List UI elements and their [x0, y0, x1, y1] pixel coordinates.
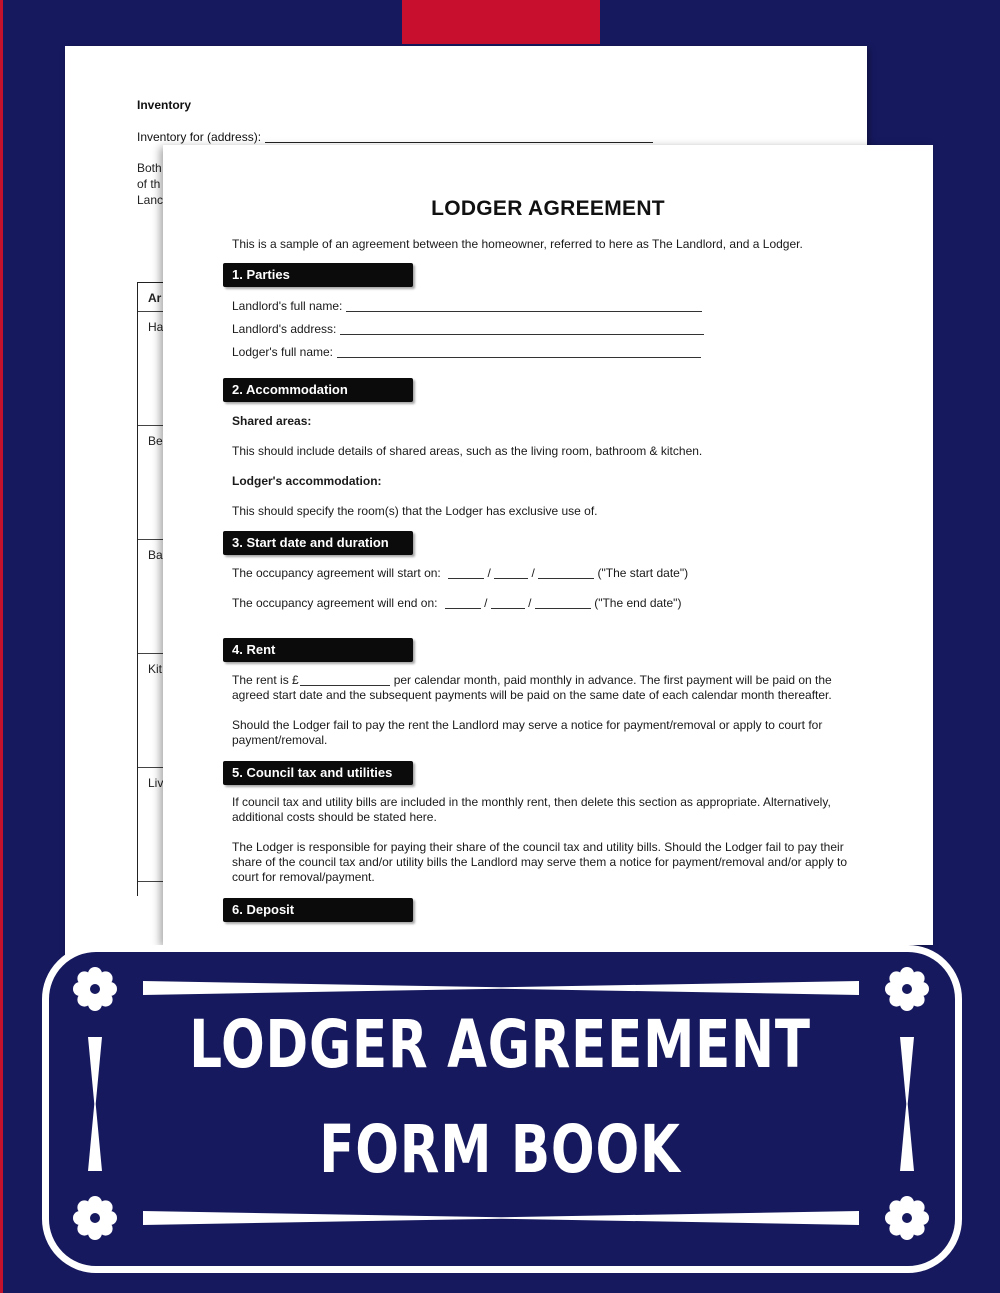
lodger-name-line	[337, 357, 701, 358]
section-heading-parties: 1. Parties	[223, 263, 413, 287]
section-heading-rent: 4. Rent	[223, 638, 413, 662]
start-date-tail: ("The start date")	[597, 566, 689, 580]
lodger-name-label: Lodger's full name:	[232, 345, 334, 359]
inventory-for-label: Inventory for (address):	[137, 130, 262, 144]
inventory-intro-line-3: Lanc	[137, 193, 164, 207]
landlord-name-field	[232, 299, 702, 314]
start-date-label: The occupancy agreement will start on:	[232, 566, 441, 580]
left-edge-stripe	[0, 0, 3, 1293]
section-heading-council-tax: 5. Council tax and utilities	[223, 761, 413, 785]
inventory-for-line	[265, 142, 653, 143]
rent-prefix: The rent is £	[232, 673, 299, 687]
start-month-blank	[494, 578, 528, 579]
shared-areas-text: This should include details of shared areas, such as the living room, bathroom & kitchen.	[232, 444, 703, 458]
inventory-row-hall: Ha	[138, 311, 198, 334]
inventory-row-kitchen: Kit	[138, 653, 198, 676]
shared-areas-label: Shared areas:	[232, 414, 312, 428]
end-date-label: The occupancy agreement will end on:	[232, 596, 438, 610]
end-day-blank	[445, 608, 481, 609]
banner-title-line-1: LODGER AGREEMENT	[189, 1006, 811, 1083]
lodger-accommodation-label: Lodger's accommodation:	[232, 474, 382, 488]
section-heading-deposit: 6. Deposit	[223, 898, 413, 922]
council-tax-paragraph-1: If council tax and utility bills are included in the monthly rent, then delete this section as appropriate. Alternatively, additional costs should be stated here.	[232, 795, 831, 824]
inventory-row-living: Liv	[138, 767, 198, 790]
inventory-title: Inventory	[137, 98, 192, 112]
intro-text: This is a sample of an agreement between the homeowner, referred to here as The Landlord, and a Lodger.	[232, 237, 803, 251]
section-heading-accommodation: 2. Accommodation	[223, 378, 413, 402]
inventory-row-bathroom: Ba	[138, 539, 198, 562]
document-title: LODGER AGREEMENT	[431, 197, 665, 220]
inventory-row-bedroom: Be	[138, 425, 198, 448]
landlord-name-label: Landlord's full name:	[232, 299, 343, 313]
inventory-intro-line-2: of th	[137, 177, 161, 191]
start-day-blank	[448, 578, 484, 579]
lodger-agreement-sheet	[163, 145, 933, 945]
rent-amount-blank	[300, 685, 390, 686]
banner-title-line-2: FORM BOOK	[319, 1111, 681, 1188]
end-date-line	[232, 596, 681, 611]
inventory-intro-line-1: Both	[137, 161, 162, 175]
start-date-separator-2: /	[531, 566, 535, 580]
end-year-blank	[535, 608, 591, 609]
start-date-separator-1: /	[487, 566, 491, 580]
inventory-for-field	[137, 130, 653, 144]
landlord-name-line	[346, 311, 702, 312]
red-top-tab	[402, 0, 600, 44]
flower-icon	[882, 1193, 932, 1243]
landlord-address-label: Landlord's address:	[232, 322, 337, 336]
end-date-separator-2: /	[528, 596, 532, 610]
flower-icon	[70, 1193, 120, 1243]
lodger-name-field	[232, 345, 701, 360]
council-tax-paragraph-2: The Lodger is responsible for paying their share of the council tax and utility bills. Should the Lodger fail to pay their share of the council tax and/or utility bills the Landlord may serve them a notice for payment/removal and/or apply to court for removal/payment.	[232, 840, 847, 884]
landlord-address-field	[232, 322, 704, 337]
end-date-separator-1: /	[484, 596, 488, 610]
lodger-accommodation-text: This should specify the room(s) that the Lodger has exclusive use of.	[232, 504, 598, 518]
end-date-tail: ("The end date")	[594, 596, 682, 610]
rent-paragraph-2: Should the Lodger fail to pay the rent the Landlord may serve a notice for payment/removal or apply to court for payment/removal.	[232, 718, 823, 747]
end-month-blank	[491, 608, 525, 609]
inventory-table-header: Ar	[148, 291, 162, 305]
start-date-line	[232, 566, 688, 581]
section-heading-start-date: 3. Start date and duration	[223, 531, 413, 555]
rent-terms: per calendar month, paid monthly in advance. The first payment will be paid on the agreed start date and the subsequent payments will be paid on the same date of each calendar month thereafter.	[232, 673, 832, 702]
rent-paragraph-1	[232, 673, 862, 703]
start-year-blank	[538, 578, 594, 579]
landlord-address-line	[340, 334, 704, 335]
